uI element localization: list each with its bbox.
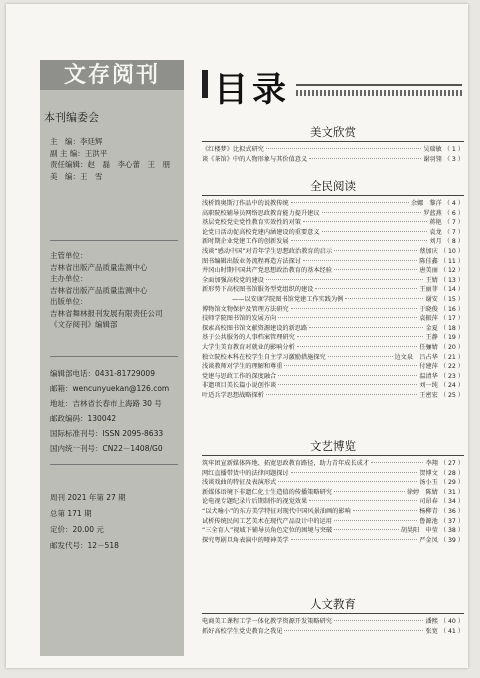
entry-author: 温清华 bbox=[419, 372, 438, 380]
section-title: 人文教育 bbox=[310, 597, 356, 611]
entry-page: （ 41 ） bbox=[439, 627, 464, 635]
section-rule bbox=[202, 141, 464, 142]
entry-leader bbox=[315, 288, 417, 289]
toc-entry bbox=[202, 228, 464, 238]
toc-entry bbox=[202, 218, 464, 228]
entry-leader bbox=[371, 462, 423, 463]
toc-entry bbox=[202, 478, 464, 488]
entry-leader bbox=[297, 336, 424, 337]
entry-page: （ 4 ） bbox=[443, 200, 464, 207]
entry-author: 罗蓝燕 bbox=[423, 209, 442, 217]
entry-page: （ 11 ） bbox=[439, 257, 464, 265]
entry-author: 袁振萍 bbox=[419, 315, 438, 323]
entry-title: 谈《茶馆》中的人物形象与其价值意义 bbox=[202, 155, 308, 163]
entry-leader bbox=[266, 279, 424, 280]
org-line: 吉林省出版产品质量监测中心 bbox=[50, 285, 148, 295]
entry-page: （ 39 ） bbox=[439, 536, 464, 544]
entry-leader bbox=[334, 529, 399, 530]
toc-entry bbox=[202, 237, 464, 247]
entry-leader bbox=[284, 630, 423, 631]
toc-entry bbox=[202, 469, 464, 479]
entry-page: （ 1 ） bbox=[443, 146, 464, 153]
entry-title: 基层党校党史党性教育实效性的对策 bbox=[202, 219, 301, 227]
issue-line: 周刊 2021 年第 27 期 bbox=[50, 493, 126, 502]
entry-author: 唐美丽 bbox=[419, 267, 438, 275]
entry-author: 杨柳青 bbox=[419, 507, 438, 515]
entry-author: 于晓俊 bbox=[419, 305, 438, 313]
entry-author: 谢羽翎 bbox=[423, 155, 442, 163]
entry-author: 鲁源池 bbox=[419, 517, 438, 525]
entry-title: 基于公共服务的人事档案管理研究 bbox=[202, 334, 295, 342]
entry-leader bbox=[353, 510, 418, 511]
entry-author: 谢安 bbox=[425, 295, 438, 303]
entry-page: （ 36 ） bbox=[439, 507, 464, 515]
entry-page: （ 20 ） bbox=[439, 343, 464, 351]
entry-title: 新媒体语境下非遗仁化士生造值的传播策略研究 bbox=[202, 488, 332, 496]
issue-line: 定价：20.00 元 bbox=[50, 525, 104, 534]
toc-entry bbox=[202, 526, 464, 536]
org-block bbox=[50, 250, 163, 331]
entry-title: 新形势下高校图书馆服务型党组织的建设 bbox=[202, 286, 314, 294]
entry-author: 贺博文 bbox=[419, 469, 438, 477]
toc-entry bbox=[202, 324, 464, 334]
entry-title: 技师学院图书馆的发展方向 bbox=[202, 315, 277, 323]
toc-entry bbox=[202, 333, 464, 343]
entry-page: （ 28 ） bbox=[439, 469, 464, 477]
entry-author: 刘月 bbox=[429, 238, 442, 246]
entry-leader bbox=[334, 491, 405, 492]
entry-page: （ 17 ） bbox=[439, 315, 464, 323]
entry-title: 探究粤剧旦角表演中的哑神美学 bbox=[202, 536, 289, 544]
entry-title: 浅谈教师对学生的理解和尊重 bbox=[202, 363, 283, 371]
entry-author: 余娜 黎洋 bbox=[410, 200, 442, 207]
toc-entry bbox=[202, 372, 464, 382]
toc-entry bbox=[202, 517, 464, 527]
entry-title: 网红直播带货中的法律问题探讨 bbox=[202, 469, 289, 477]
sidebar-divider bbox=[50, 240, 178, 241]
brand-title: 文存阅刊 bbox=[40, 60, 184, 90]
entry-author: 任骊婧 bbox=[419, 343, 438, 351]
entry-title: 非遗项目美长篇小说创作谈 bbox=[202, 382, 277, 390]
entry-leader bbox=[278, 317, 417, 318]
contact-line: 国内统一刊号：CN22－1408/G0 bbox=[50, 444, 163, 453]
section-rule bbox=[202, 455, 464, 456]
entry-leader bbox=[291, 472, 418, 473]
entry-title: 论电视专题纪录片后期制作的视觉效果 bbox=[202, 498, 308, 506]
entry-leader bbox=[345, 298, 423, 299]
entry-title: 探索高校图书馆文献资源建设的新思路 bbox=[202, 324, 308, 332]
section-title: 文艺博览 bbox=[310, 439, 356, 453]
toc-entry bbox=[202, 391, 464, 401]
entry-title: 叶适兵学思想战略探析 bbox=[202, 391, 264, 399]
entry-page: （ 3 ） bbox=[443, 155, 464, 163]
toc-entry bbox=[202, 362, 464, 372]
entry-page: （ 29 ） bbox=[439, 479, 464, 487]
entry-page: （ 22 ） bbox=[439, 363, 464, 371]
toc-entry bbox=[202, 627, 464, 637]
entry-author: 潘熙 bbox=[425, 618, 438, 625]
entry-page: （ 24 ） bbox=[439, 382, 464, 390]
entry-title: 浅谈“感动中国”对青年学生思想政治教育的启示 bbox=[202, 247, 333, 255]
entry-page: （ 23 ） bbox=[439, 372, 464, 380]
contact-line: 地址：吉林省长春市上海路 30 号 bbox=[50, 399, 162, 408]
entry-list bbox=[202, 199, 464, 400]
entry-leader bbox=[334, 250, 417, 251]
toc-entry bbox=[202, 276, 464, 286]
entry-author: 汤小玉 bbox=[419, 479, 438, 487]
entry-list bbox=[202, 459, 464, 545]
entry-author: 边文泉 吕占华 bbox=[394, 353, 438, 361]
entry-title: “以犬喻小”的东方美学特征对现代中国风景油画的影响 bbox=[202, 507, 351, 515]
toc-entry bbox=[202, 209, 464, 219]
entry-leader bbox=[278, 384, 417, 385]
contact-line: 国际标准刊号：ISSN 2095-8633 bbox=[50, 429, 164, 438]
section-title: 全民阅读 bbox=[310, 179, 356, 193]
section-rule bbox=[202, 195, 464, 196]
section-rule bbox=[202, 613, 464, 614]
entry-page: （ 40 ） bbox=[439, 618, 464, 625]
entry-title: 论党日活动促高校党建内涵建设的重要意义 bbox=[202, 228, 320, 236]
entry-author: 张宽 bbox=[425, 627, 438, 635]
entry-page: （ 19 ） bbox=[439, 334, 464, 342]
committee-title: 本刊编委会 bbox=[44, 111, 99, 124]
org-line: 出版单位： bbox=[50, 297, 88, 306]
header-hatch bbox=[296, 90, 462, 96]
section-title: 美文欣赏 bbox=[310, 125, 356, 139]
entry-author: 王密宏 bbox=[419, 391, 438, 399]
org-line: 主管单位： bbox=[50, 251, 88, 260]
entry-author: 王静 bbox=[425, 334, 438, 342]
entry-title: 大学生美育教育对就业的影响分析 bbox=[202, 343, 295, 351]
org-line: 吉林省出版产品质量监测中心 bbox=[50, 262, 148, 272]
org-line: 主办单位： bbox=[50, 274, 88, 283]
entry-title: “三全育人”视域下辅导员角色定位的困境与突破 bbox=[202, 527, 333, 535]
section-renwen bbox=[202, 596, 464, 636]
toc-entry bbox=[202, 507, 464, 517]
sidebar-divider bbox=[50, 464, 178, 465]
toc-entry bbox=[202, 381, 464, 391]
entry-page: （ 15 ） bbox=[439, 295, 464, 303]
entry-leader bbox=[309, 158, 421, 159]
entry-page: （ 14 ） bbox=[439, 286, 464, 294]
toc-entry bbox=[202, 199, 464, 209]
entry-title: 浅析简奥斯汀作品中的说教传统 bbox=[202, 200, 289, 207]
entry-author: 吴瑞敏 bbox=[423, 146, 442, 153]
org-line: 《文存阅刊》编辑部 bbox=[50, 320, 118, 329]
entry-author: 徐婷 陈婧 bbox=[406, 488, 438, 496]
staff-line: 主 编：李廷辉 bbox=[50, 137, 103, 146]
entry-page: （ 34 ） bbox=[439, 498, 464, 506]
entry-author: 李翔 bbox=[425, 460, 438, 467]
entry-author: 刘一纯 bbox=[419, 382, 438, 390]
entry-title: 党建与思政工作的深度融合 bbox=[202, 372, 277, 380]
toc-entry bbox=[202, 353, 464, 363]
toc-title: 目录 bbox=[214, 70, 290, 110]
entry-leader bbox=[284, 365, 417, 366]
section-meiwen bbox=[202, 124, 464, 164]
entry-author: 王丽菲 bbox=[419, 286, 438, 294]
issue-line: 邮发代号：12－518 bbox=[50, 541, 119, 550]
toc-entry bbox=[202, 536, 464, 546]
issue-block bbox=[50, 490, 126, 554]
entry-title: 《红楼梦》比拟式研究 bbox=[202, 146, 264, 153]
toc-entry bbox=[202, 257, 464, 267]
entry-page: （ 13 ） bbox=[439, 276, 464, 284]
entry-author: 司昂春 bbox=[419, 498, 438, 506]
issue-line: 总第 171 期 bbox=[50, 509, 92, 518]
entry-page: （ 37 ） bbox=[439, 517, 464, 525]
entry-page: （ 10 ） bbox=[439, 247, 464, 255]
entry-leader bbox=[266, 148, 421, 149]
staff-line: 责任编辑：赵 磊 李心蕾 王 朋 bbox=[50, 160, 170, 169]
entry-title: 新时期企业党建工作的创新发展 bbox=[202, 238, 289, 246]
header-rule bbox=[296, 84, 462, 86]
entry-page: （ 18 ） bbox=[439, 324, 464, 332]
entry-page: （ 38 ） bbox=[439, 527, 464, 535]
entry-title: 图书编辑出版业务流程再造方法探讨 bbox=[202, 257, 301, 265]
entry-leader bbox=[303, 221, 427, 222]
entry-page: （ 7 ） bbox=[443, 228, 464, 236]
entry-title: ——以安康学院图书馆党建工作实践为例 bbox=[232, 295, 344, 303]
staff-line: 副 主 编：王洪平 bbox=[50, 148, 108, 158]
entry-title: 全面加强高校党的建设 bbox=[202, 276, 264, 284]
entry-leader bbox=[291, 308, 418, 309]
entry-leader bbox=[328, 356, 393, 357]
contact-line: 编辑部电话：0431-81729009 bbox=[50, 369, 155, 378]
entry-title: 电商美工课程工学一体化教学资源开发策略研究 bbox=[202, 618, 332, 625]
entry-leader bbox=[278, 481, 417, 482]
entry-leader bbox=[291, 240, 428, 241]
magazine-page bbox=[6, 4, 468, 668]
entry-leader bbox=[291, 539, 418, 540]
entry-author: 严金凤 bbox=[419, 536, 438, 544]
entry-list bbox=[202, 617, 464, 636]
entry-page: （ 7 ） bbox=[443, 219, 464, 227]
entry-leader bbox=[309, 500, 417, 501]
toc-entry bbox=[202, 266, 464, 276]
entry-list bbox=[202, 145, 464, 164]
entry-leader bbox=[297, 346, 417, 347]
entry-page: （ 25 ） bbox=[439, 391, 464, 399]
entry-leader bbox=[322, 212, 422, 213]
toc-entry bbox=[202, 488, 464, 498]
entry-author: 胡昊阳 申莹 bbox=[400, 527, 438, 535]
entry-leader bbox=[322, 231, 428, 232]
entry-author: 付建萍 bbox=[419, 363, 438, 371]
org-line: 吉林省舞林报刊发展有限责任公司 bbox=[50, 308, 163, 318]
entry-author: 袁龙 bbox=[429, 228, 442, 236]
entry-leader bbox=[309, 327, 423, 328]
staff-line: 美 编：王 雪 bbox=[50, 171, 103, 181]
entry-leader bbox=[278, 375, 417, 376]
entry-leader bbox=[291, 202, 409, 203]
entry-title: 浅谈戏曲的特征及表演形式 bbox=[202, 479, 277, 487]
entry-author: 蒋艳 bbox=[429, 219, 442, 227]
toc-entry bbox=[202, 285, 464, 295]
entry-page: （ 6 ） bbox=[443, 209, 464, 217]
toc-entry bbox=[202, 497, 464, 507]
entry-author: 王婧 bbox=[425, 276, 438, 284]
toc-entry bbox=[202, 617, 464, 627]
entry-author: 陈佳鑫 bbox=[419, 257, 438, 265]
header-accent-bar bbox=[202, 70, 208, 98]
entry-leader bbox=[266, 394, 417, 395]
entry-title: 高职院校辅导员网络思政教育能力提升建议 bbox=[202, 209, 320, 217]
section-quanmin bbox=[202, 178, 464, 400]
entry-page: （ 8 ） bbox=[443, 238, 464, 246]
toc-entry bbox=[202, 459, 464, 469]
entry-title: 试析传统民间工艺美术在现代产品设计中的运用 bbox=[202, 517, 332, 525]
toc-entry bbox=[202, 295, 464, 305]
entry-page: （ 21 ） bbox=[439, 353, 464, 361]
sidebar-divider bbox=[50, 356, 178, 357]
staff-block bbox=[50, 136, 170, 182]
entry-leader bbox=[334, 520, 417, 521]
contact-line: 邮政编码：130042 bbox=[50, 414, 117, 423]
entry-title: 独立院校本科在校学生自主学习激励措施探究 bbox=[202, 353, 326, 361]
entry-title: 井冈山时期中国共产党思想政治教育的基本经验 bbox=[202, 267, 332, 275]
contact-block bbox=[50, 366, 169, 456]
section-wenyi bbox=[202, 438, 464, 545]
toc-entry bbox=[202, 314, 464, 324]
entry-title: 抓好高校学生党史教育之我见 bbox=[202, 627, 283, 635]
entry-page: （ 27 ） bbox=[439, 460, 464, 467]
toc-entry bbox=[202, 343, 464, 353]
entry-page: （ 16 ） bbox=[439, 305, 464, 313]
entry-title: 筑牢团宣新媒体阵地、拓宽思政教育路径，助力青年成长成才 bbox=[202, 460, 370, 467]
entry-page: （ 31 ） bbox=[439, 488, 464, 496]
entry-author: 金夏 bbox=[425, 324, 438, 332]
entry-leader bbox=[303, 260, 417, 261]
contact-line: 邮箱：wencunyuekan@126.com bbox=[50, 384, 170, 393]
entry-leader bbox=[334, 620, 424, 621]
toc-entry bbox=[202, 305, 464, 315]
toc-entry bbox=[202, 247, 464, 257]
entry-title: 博物馆文物保护及管理方法研究 bbox=[202, 305, 289, 313]
entry-page: （ 12 ） bbox=[439, 267, 464, 275]
entry-author: 蔡加庆 bbox=[419, 247, 438, 255]
toc-entry bbox=[202, 145, 464, 155]
toc-entry bbox=[202, 155, 464, 165]
entry-leader bbox=[334, 269, 417, 270]
